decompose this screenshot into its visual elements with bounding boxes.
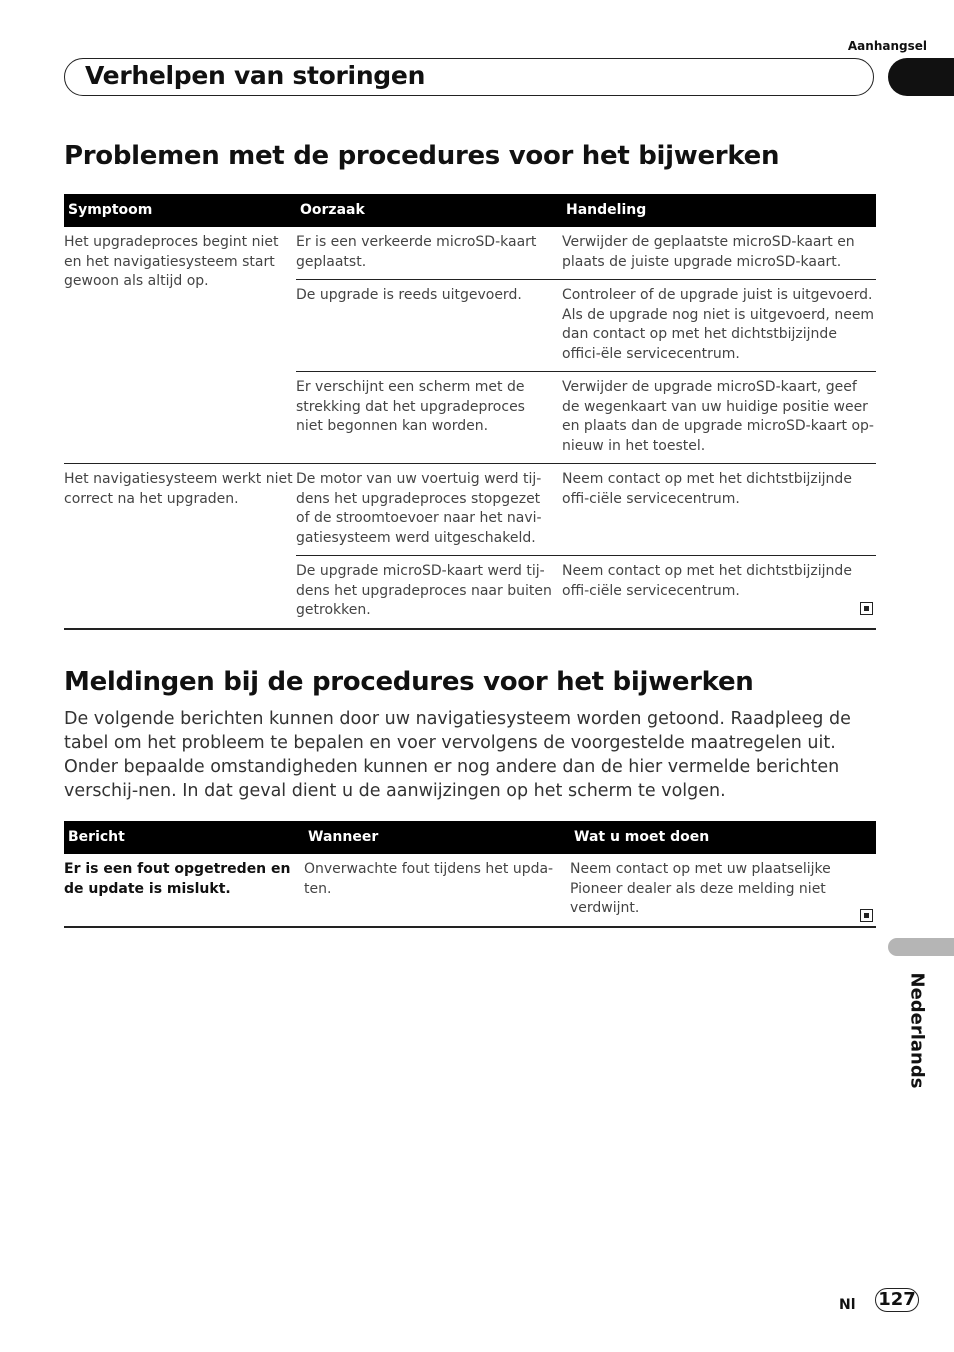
todo-cell: Neem contact op met uw plaatselijke Pioneer dealer als deze melding niet verdwijnt. [570, 854, 876, 927]
column-header: Bericht [64, 821, 304, 854]
column-header: Wat u moet doen [570, 821, 876, 854]
language-tab [888, 938, 954, 956]
action-cell: Verwijder de upgrade microSD-kaart, geef de wegenkaart van uw huidige positie weer en plaats dan de upgrade microSD-kaart op-nieuw in het toestel. [562, 372, 876, 464]
intro-paragraph: Onder bepaalde omstandigheden kunnen er nog andere dan de hier vermelde berichten verschij-nen. In dat geval dient u de aanwijzingen op het scherm te volgen. [64, 757, 840, 801]
page-number: 127 [875, 1288, 919, 1312]
table-row [64, 854, 876, 927]
intro-paragraph: De volgende berichten kunnen door uw navigatiesysteem worden getoond. Raadpleeg de tabel om het probleem te bepalen en voer vervolgens de voorgestelde maatregelen uit. [64, 709, 851, 753]
cause-cell: De motor van uw voertuig werd tij-dens het upgradeproces stopgezet of de stroomtoevoer naar het navi-gatiesysteem werd uitgeschakeld. [296, 464, 562, 556]
cause-cell: De upgrade microSD-kaart werd tij-dens het upgradeproces naar buiten getrokken. [296, 556, 562, 629]
section-end-icon [860, 602, 873, 615]
messages-table [64, 821, 876, 928]
language-code: Nl [839, 1297, 856, 1313]
action-cell: Verwijder de geplaatste microSD-kaart en plaats de juiste upgrade microSD-kaart. [562, 227, 876, 280]
table-row [64, 464, 876, 556]
table-row [64, 227, 876, 280]
column-header: Symptoom [64, 194, 296, 227]
section-title-messages: Meldingen bij de procedures voor het bijwerken [64, 667, 754, 697]
cause-cell: De upgrade is reeds uitgevoerd. [296, 280, 562, 372]
chapter-tab [888, 58, 954, 96]
column-header: Wanneer [304, 821, 570, 854]
column-header: Handeling [562, 194, 876, 227]
intro-text [64, 707, 876, 803]
chapter-title: Verhelpen van storingen [85, 61, 426, 90]
message-cell: Er is een fout opgetreden en de update is mislukt. [64, 854, 304, 927]
section-end-icon [860, 909, 873, 922]
appendix-label: Aanhangsel [847, 39, 927, 53]
cause-cell: Er verschijnt een scherm met de strekking dat het upgradeproces niet begonnen kan worden. [296, 372, 562, 464]
column-header: Oorzaak [296, 194, 562, 227]
action-cell: Neem contact op met het dichtstbijzijnde offi-ciële servicecentrum. [562, 464, 876, 556]
symptom-cell: Het navigatiesysteem werkt niet correct na het upgraden. [64, 464, 296, 629]
when-cell: Onverwachte fout tijdens het upda-ten. [304, 854, 570, 927]
action-cell: Neem contact op met het dichtstbijzijnde offi-ciële servicecentrum. [562, 556, 876, 629]
table-header-row [64, 194, 876, 227]
problems-table [64, 194, 876, 630]
language-label: Nederlands [906, 972, 928, 1089]
table-header-row [64, 821, 876, 854]
symptom-cell: Het upgradeproces begint niet en het navigatiesysteem start gewoon als altijd op. [64, 227, 296, 464]
chapter-header [64, 58, 874, 96]
cause-cell: Er is een verkeerde microSD-kaart geplaatst. [296, 227, 562, 280]
section-title-problems: Problemen met de procedures voor het bijwerken [64, 141, 780, 171]
action-cell: Controleer of de upgrade juist is uitgevoerd. Als de upgrade nog niet is uitgevoerd, neem dan contact op met het dichtstbijzijnde offici-ële servicecentrum. [562, 280, 876, 372]
